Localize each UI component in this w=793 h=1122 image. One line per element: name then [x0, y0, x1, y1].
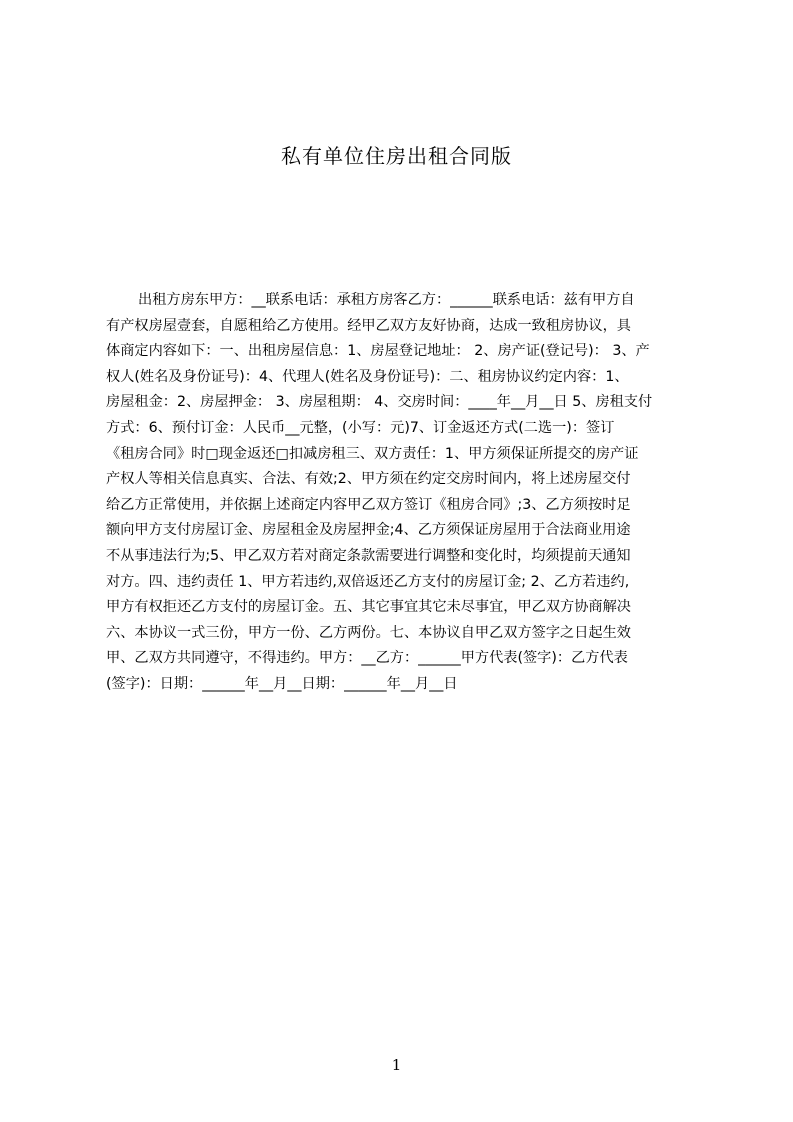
- body-line: 《租房合同》时□现金返还□扣减房租三、双方责任：1、甲方须保证所提交的房产证: [106, 445, 639, 462]
- body-line: 六、本协议一式三份，甲方一份、乙方两份。七、本协议自甲乙双方签字之日起生效: [106, 624, 631, 641]
- document-title: 私有单位住房出租合同版: [281, 144, 512, 168]
- body-line: 对方。四、违约责任 1、甲方若违约,双倍返还乙方支付的房屋订金; 2、乙方若违约,: [106, 573, 630, 590]
- body-line: 给乙方正常使用，并依据上述商定内容甲乙双方签订《租房合同》;3、乙方须按时足: [106, 496, 631, 513]
- body-line: 出租方房东甲方：__联系电话：承租方房客乙方：______联系电话：兹有甲方自: [138, 292, 635, 308]
- body-line: (签字)：日期：______年__月__日期：______年__月__日: [106, 675, 458, 692]
- body-line: 方式：6、预付订金：人民币__元整，(小写：元)7、订金返还方式(二选一)：签订: [106, 419, 615, 436]
- body-line: 不从事违法行为;5、甲乙双方若对商定条款需要进行调整和变化时，均须提前天通知: [106, 547, 631, 564]
- body-line: 房屋租金：2、房屋押金： 3、房屋租期： 4、交房时间：____年__月__日 5、房租支付: [106, 394, 653, 411]
- body-line: 权人(姓名及身份证号)：4、代理人(姓名及身份证号)：二、租房协议约定内容：1、: [106, 368, 629, 385]
- body-line: 产权人等相关信息真实、合法、有效;2、甲方须在约定交房时间内，将上述房屋交付: [106, 471, 631, 488]
- contract-body-lines: [106, 288, 652, 698]
- body-line: 甲、乙双方共同遵守，不得违约。甲方：__乙方：______甲方代表(签字)：乙方代表: [106, 650, 628, 667]
- body-line: 体商定内容如下：一、出租房屋信息：1、房屋登记地址： 2、房产证(登记号)： 3、产: [106, 343, 650, 360]
- body-line: 有产权房屋壹套，自愿租给乙方使用。经甲乙双方友好协商，达成一致租房协议，具: [106, 317, 631, 334]
- contract-body: [106, 288, 698, 728]
- body-line: 甲方有权拒还乙方支付的房屋订金。五、其它事宜其它未尽事宜，甲乙双方协商解决: [106, 599, 631, 616]
- page-number: 1: [391, 1056, 402, 1074]
- body-line: 额向甲方支付房屋订金、房屋租金及房屋押金;4、乙方须保证房屋用于合法商业用途: [106, 522, 631, 539]
